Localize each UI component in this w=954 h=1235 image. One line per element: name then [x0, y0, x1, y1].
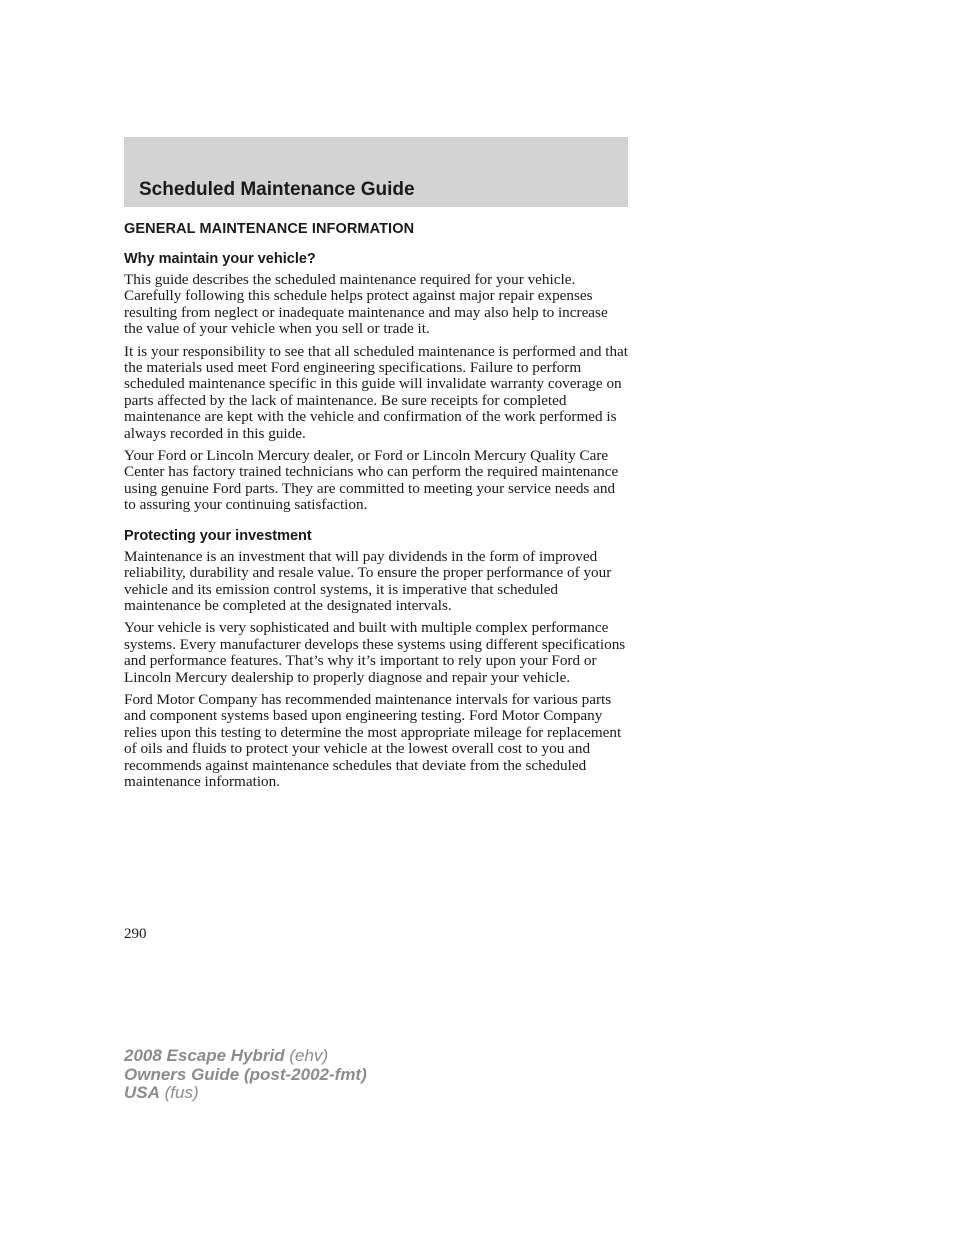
footer-model-code: (ehv)	[284, 1046, 329, 1065]
page-title: Scheduled Maintenance Guide	[139, 179, 415, 200]
footer-market-code: (fus)	[159, 1083, 199, 1102]
footer-line-model	[124, 1047, 367, 1066]
footer-line-market	[124, 1084, 367, 1103]
subheading-why-maintain: Why maintain your vehicle?	[124, 251, 316, 267]
main-content	[124, 220, 630, 796]
page-number: 290	[124, 926, 147, 942]
paragraph: Your Ford or Lincoln Mercury dealer, or Ford or Lincoln Mercury Quality Care Center has factory trained technicians who can perform the required maintenance using genuine Ford parts. They are committed to meeting your service needs and to assuring your continuing satisfaction.	[124, 447, 619, 514]
footer-guide-name: Owners Guide (post-2002-fmt)	[124, 1064, 367, 1084]
subheading-protecting-investment: Protecting your investment	[124, 527, 312, 544]
paragraph: It is your responsibility to see that all scheduled maintenance is performed and that the materials used meet Ford engineering specifications. Failure to perform scheduled maintenance specific in this guide will invalidate warranty coverage on parts affected by the lack of maintenance. Be sure receipts for completed maintenance are kept with the vehicle and confirmation of the work performed is always recorded in this guide.	[124, 342, 628, 442]
section-heading: GENERAL MAINTENANCE INFORMATION	[124, 221, 415, 237]
document-footer	[124, 1047, 367, 1103]
section-header-band	[124, 137, 628, 207]
paragraph: Maintenance is an investment that will pay dividends in the form of improved reliability, durability and resale value. To ensure the proper performance of your vehicle and its emission control systems, it is imperative that scheduled maintenance be completed at the designated intervals.	[124, 547, 612, 614]
footer-model-name: 2008 Escape Hybrid	[124, 1046, 285, 1065]
footer-market-name: USA	[124, 1083, 160, 1102]
paragraph: This guide describes the scheduled maintenance required for your vehicle. Carefully following this schedule helps protect against major repair expenses resulting from neglect or inadequate maintenance and may also help to increase the value of your vehicle when you sell or trade it.	[124, 271, 608, 338]
paragraph: Your vehicle is very sophisticated and built with multiple complex performance systems. Every manufacturer develops these systems using different specifications and performance features. That’s why it’s important to rely upon your Ford or Lincoln Mercury dealership to properly diagnose and repair your vehicle.	[124, 619, 626, 686]
paragraph: Ford Motor Company has recommended maintenance intervals for various parts and component systems based upon engineering testing. Ford Motor Company relies upon this testing to determine the most appropriate mileage for replacement of oils and fluids to protect your vehicle at the lowest overall cost to you and recommends against maintenance schedules that deviate from the scheduled maintenance information.	[124, 690, 622, 790]
footer-line-guide	[124, 1066, 367, 1085]
